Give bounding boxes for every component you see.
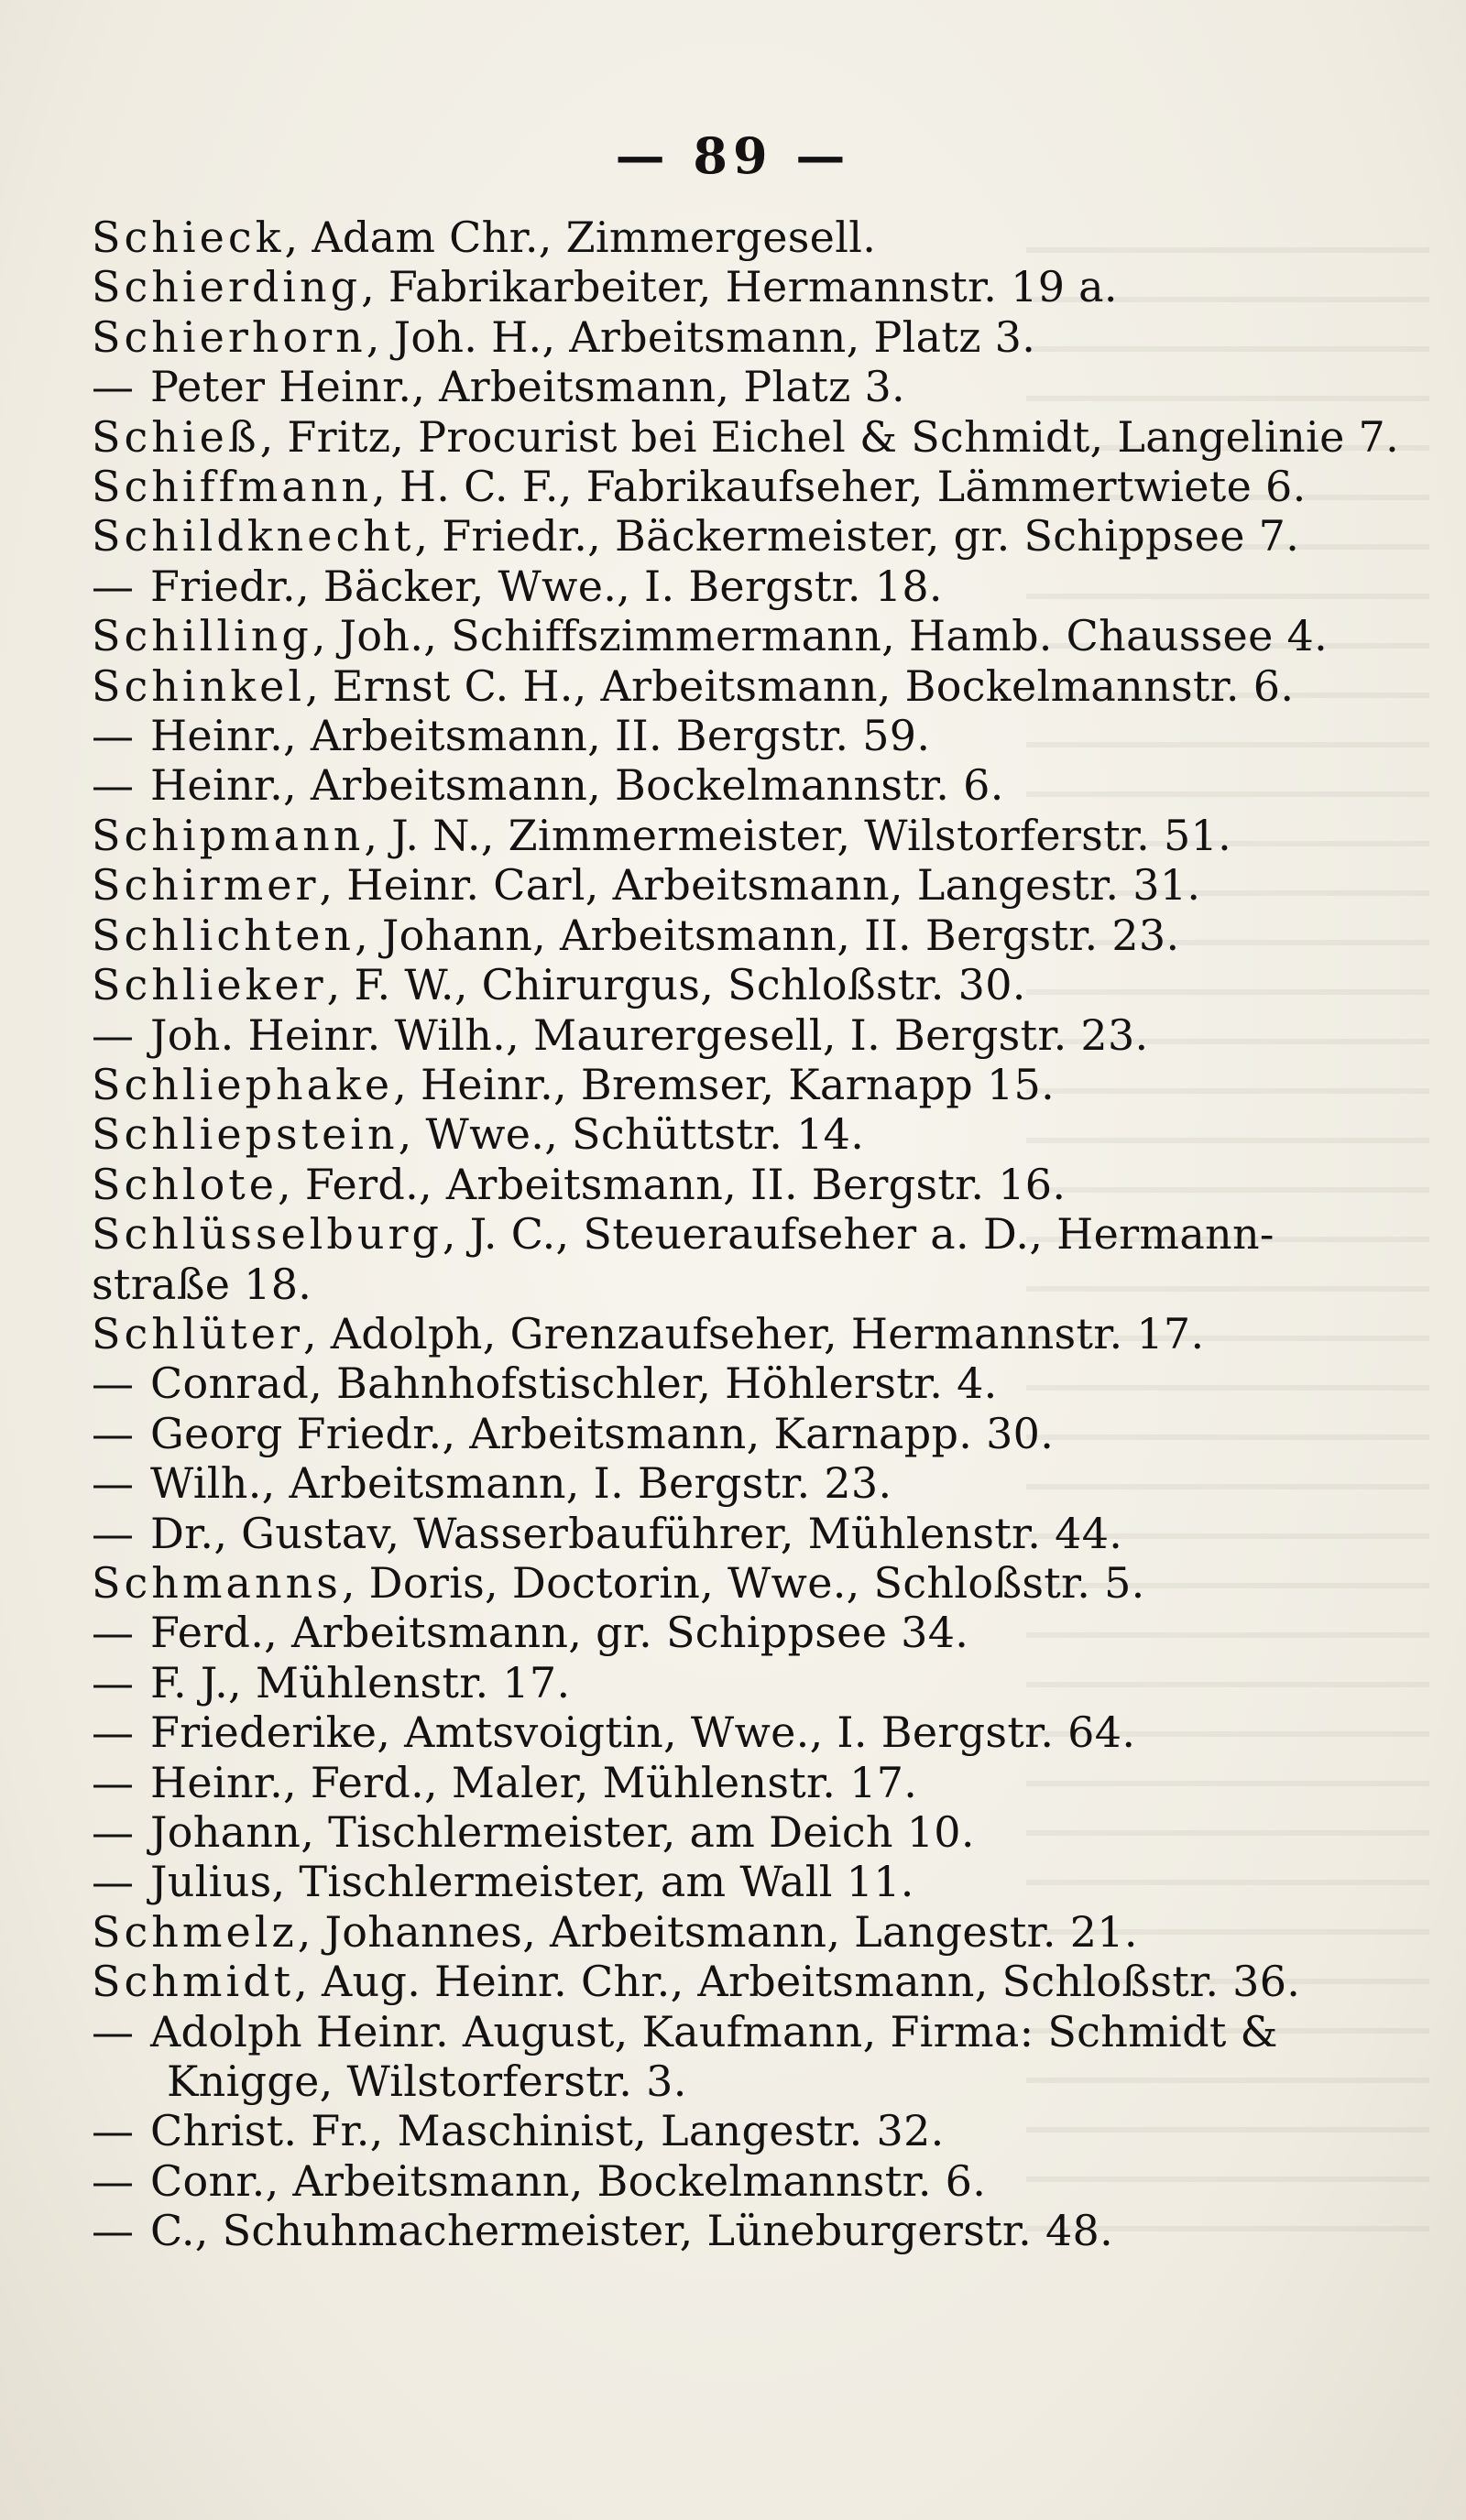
- entry-details: , Adam Chr., Zimmergesell.: [284, 213, 877, 262]
- entry-surname: Schinkel: [92, 660, 306, 711]
- entry-details: , Ernst C. H., Arbeitsmann, Bockelmannstr. 6.: [305, 660, 1295, 711]
- continuation-dash: —: [92, 2155, 135, 2206]
- continuation-dash: —: [92, 1857, 135, 1907]
- directory-entry: [92, 213, 1393, 262]
- entry-details: , Heinr. Carl, Arbeitsmann, Langestr. 31.: [319, 860, 1201, 911]
- continuation-dash: —: [92, 1707, 135, 1758]
- entry-details: , Ferd., Arbeitsmann, II. Bergstr. 16.: [278, 1159, 1067, 1209]
- entry-details: Wilh., Arbeitsmann, I. Bergstr. 23.: [150, 1458, 892, 1509]
- entry-details: , Aug. Heinr. Chr., Arbeitsmann, Schloßstr. 36.: [294, 1957, 1301, 2007]
- entry-details: Peter Heinr., Arbeitsmann, Platz 3.: [150, 362, 905, 412]
- directory-entry: [92, 1409, 1393, 1458]
- entry-surname: Schlüsselburg: [92, 1209, 443, 1260]
- entry-surname: Schiffmann: [92, 462, 372, 512]
- entry-details: Heinr., Ferd., Maler, Mühlenstr. 17.: [150, 1757, 918, 1807]
- continuation-dash: —: [92, 1807, 135, 1857]
- directory-entry: [92, 1807, 1393, 1857]
- directory-entry: [92, 411, 1400, 462]
- continuation-dash: —: [92, 1408, 135, 1458]
- directory-entry: [92, 611, 1393, 660]
- entry-details: Conrad, Bahnhofstischler, Höhlerstr. 4.: [150, 1358, 998, 1409]
- entry-details: , Johann, Arbeitsmann, II. Bergstr. 23.: [355, 910, 1180, 960]
- entry-details: Friederike, Amtsvoigtin, Wwe., I. Bergstr. 64.: [150, 1707, 1136, 1758]
- directory-entry: [92, 1458, 1393, 1508]
- entry-details: , Joh. H., Arbeitsmann, Platz 3.: [366, 311, 1036, 362]
- entry-details: , Fritz, Procurist bei Eichel & Schmidt, Langelinie 7.: [259, 411, 1400, 462]
- directory-entry: [92, 1010, 1393, 1060]
- entry-details: , Doris, Doctorin, Wwe., Schloßstr. 5.: [341, 1557, 1145, 1608]
- entry-details: Conr., Arbeitsmann, Bockelmannstr. 6.: [150, 2155, 987, 2206]
- entry-surname: Schlote: [92, 1159, 279, 1209]
- continuation-dash: —: [92, 760, 135, 811]
- entry-continuation-line: straße 18.: [92, 1259, 312, 1309]
- entry-surname: Schildknecht: [92, 511, 415, 562]
- continuation-dash: —: [92, 2206, 135, 2256]
- directory-entry: [92, 1060, 1393, 1109]
- continuation-dash: —: [92, 1458, 135, 1509]
- continuation-dash: —: [92, 2006, 135, 2056]
- directory-entry: [92, 562, 1393, 611]
- directory-entry: [92, 1957, 1393, 2006]
- entry-surname: Schliepstein: [92, 1109, 399, 1160]
- entry-surname: Schmidt: [92, 1957, 295, 2007]
- entry-surname: Schlüter: [92, 1308, 303, 1358]
- entry-surname: Schierhorn: [92, 311, 366, 362]
- continuation-dash: —: [92, 1358, 135, 1409]
- entry-details: Julius, Tischlermeister, am Wall 11.: [150, 1857, 914, 1907]
- entry-surname: Schlieker: [92, 960, 327, 1010]
- entry-surname: Schliephake: [92, 1059, 394, 1109]
- entry-details: , J. C., Steueraufseher a. D., Hermann-: [442, 1209, 1275, 1260]
- directory-entry: [92, 2106, 1393, 2155]
- entry-details: C., Schuhmachermeister, Lüneburgerstr. 48.: [150, 2206, 1114, 2256]
- page-number: — 89 —: [615, 126, 851, 185]
- directory-entries: [92, 213, 1400, 2256]
- entry-details: Johann, Tischlermeister, am Deich 10.: [150, 1807, 975, 1857]
- entry-details: Dr., Gustav, Wasserbauführer, Mühlenstr. 44.: [150, 1508, 1123, 1558]
- directory-entry: [92, 362, 1393, 411]
- directory-entry: [92, 262, 1393, 311]
- entry-surname: Schieß: [92, 411, 260, 462]
- directory-entry: [92, 1707, 1393, 1757]
- continuation-dash: —: [92, 1508, 135, 1558]
- entry-surname: Schieck: [92, 213, 285, 262]
- directory-entry: [92, 1857, 1393, 1906]
- directory-entry: [92, 760, 1393, 810]
- entry-surname: Schlichten: [92, 910, 356, 960]
- directory-entry: [92, 1608, 1393, 1657]
- directory-entry: [92, 1160, 1393, 1209]
- continuation-dash: —: [92, 561, 135, 611]
- directory-entry: [92, 1358, 1393, 1408]
- directory-entry: [92, 1309, 1393, 1358]
- entry-details: Friedr., Bäcker, Wwe., I. Bergstr. 18.: [150, 561, 943, 611]
- entry-details: , F. W., Chirurgus, Schloßstr. 30.: [326, 960, 1026, 1010]
- entry-surname: Schirmer: [92, 860, 320, 911]
- entry-details: , J. N., Zimmermeister, Wilstorferstr. 51.: [364, 810, 1231, 860]
- entry-surname: Schipmann: [92, 810, 365, 860]
- entry-details: Georg Friedr., Arbeitsmann, Karnapp. 30.: [150, 1408, 1055, 1458]
- directory-entry: [92, 1509, 1393, 1558]
- entry-surname: Schilling: [92, 611, 312, 661]
- continuation-dash: —: [92, 711, 135, 761]
- entry-continuation-line: Knigge, Wilstorferstr. 3.: [167, 2056, 687, 2107]
- directory-entry: [92, 1558, 1393, 1608]
- entry-details: Heinr., Arbeitsmann, Bockelmannstr. 6.: [150, 760, 1004, 811]
- entry-details: , Wwe., Schüttstr. 14.: [398, 1109, 865, 1160]
- directory-entry: [92, 462, 1393, 511]
- entry-details: , Fabrikarbeiter, Hermannstr. 19 a.: [361, 262, 1118, 312]
- directory-entry: [92, 1758, 1393, 1807]
- entry-details: , Friedr., Bäckermeister, gr. Schippsee 7.: [414, 511, 1300, 562]
- directory-entry: [92, 2156, 1393, 2206]
- continuation-dash: —: [92, 1009, 135, 1060]
- directory-entry: [92, 2206, 1393, 2255]
- directory-entry: [92, 860, 1393, 910]
- directory-entry: [92, 511, 1393, 561]
- entry-details: , Joh., Schiffszimmermann, Hamb. Chaussee 4.: [312, 611, 1328, 661]
- directory-entry: [92, 960, 1393, 1009]
- directory-entry: [92, 1658, 1393, 1707]
- entry-surname: Schmanns: [92, 1557, 342, 1608]
- continuation-dash: —: [92, 1757, 135, 1807]
- directory-entry: [92, 711, 1393, 760]
- entry-details: Adolph Heinr. August, Kaufmann, Firma: Schmidt &: [150, 2006, 1278, 2056]
- directory-entry: [92, 1907, 1393, 1957]
- directory-entry: [92, 2007, 1393, 2056]
- entry-details: , H. C. F., Fabrikaufseher, Lämmertwiete 6.: [371, 462, 1307, 512]
- entry-details: Christ. Fr., Maschinist, Langestr. 32.: [150, 2106, 945, 2156]
- continuation-dash: —: [92, 1657, 135, 1707]
- entry-details: Heinr., Arbeitsmann, II. Bergstr. 59.: [150, 711, 931, 761]
- entry-details: Joh. Heinr. Wilh., Maurergesell, I. Bergstr. 23.: [150, 1009, 1149, 1060]
- entry-details: , Adolph, Grenzaufseher, Hermannstr. 17.: [302, 1308, 1205, 1358]
- directory-entry: [92, 811, 1393, 860]
- entry-surname: Schierding: [92, 262, 362, 312]
- directory-entry: [92, 312, 1393, 362]
- continuation-dash: —: [92, 2106, 135, 2156]
- continuation-dash: —: [92, 1608, 135, 1658]
- directory-entry: [92, 911, 1393, 960]
- entry-details: F. J., Mühlenstr. 17.: [150, 1657, 571, 1707]
- entry-details: , Johannes, Arbeitsmann, Langestr. 21.: [297, 1906, 1138, 1957]
- entry-surname: Schmelz: [92, 1906, 298, 1957]
- directory-entry: [92, 661, 1393, 711]
- entry-details: , Heinr., Bremser, Karnapp 15.: [393, 1059, 1056, 1109]
- entry-details: Ferd., Arbeitsmann, gr. Schippsee 34.: [150, 1608, 969, 1658]
- continuation-dash: —: [92, 362, 135, 412]
- directory-entry: [92, 1209, 1393, 1259]
- directory-entry: [92, 1109, 1393, 1159]
